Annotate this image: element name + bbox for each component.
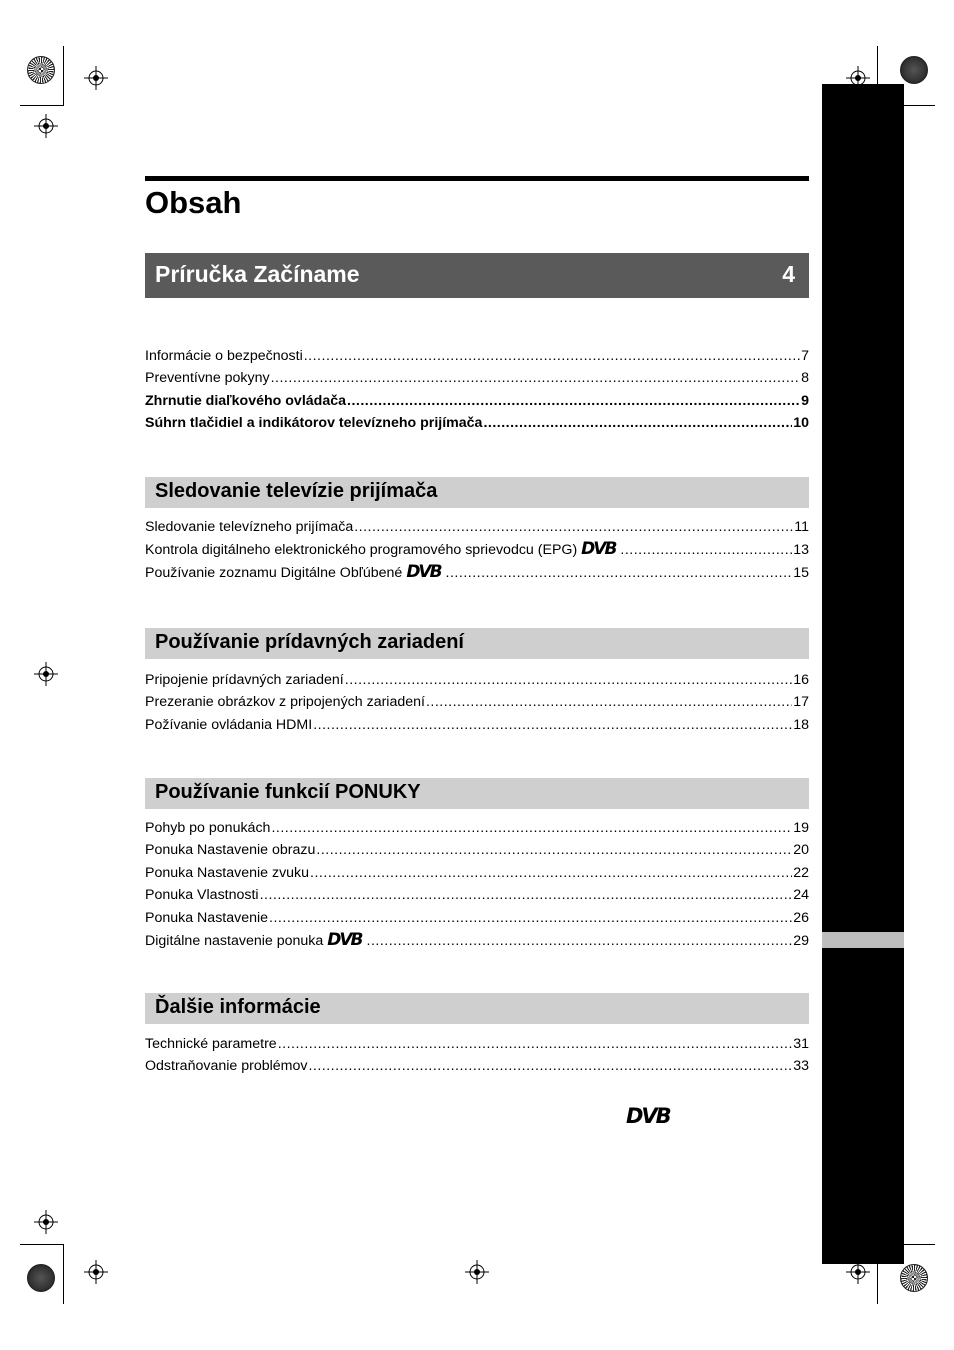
crop-mark bbox=[63, 1244, 64, 1304]
toc-entry[interactable] bbox=[145, 817, 809, 839]
toc-entry-page: 16 bbox=[793, 672, 809, 688]
crosshair-icon bbox=[84, 1260, 108, 1284]
toc-entry-label: Preventívne pokyny bbox=[145, 370, 270, 387]
section-header bbox=[145, 778, 809, 809]
dvb-logo-icon: DVB bbox=[406, 561, 441, 582]
toc-entry[interactable] bbox=[145, 862, 809, 884]
toc-entry-label: Ponuka Nastavenie obrazu bbox=[145, 842, 316, 859]
registration-rosette-icon bbox=[27, 1264, 55, 1292]
toc-entry-label: Ponuka Nastavenie bbox=[145, 909, 269, 926]
toc-entry-label: Sledovanie televízneho prijímača bbox=[145, 519, 354, 535]
toc-entry-label: Zhrnutie diaľkového ovládača bbox=[145, 392, 346, 409]
section-toc-list bbox=[145, 1033, 809, 1078]
toc-entry-label: Prezeranie obrázkov z pripojených zariadení bbox=[145, 694, 425, 711]
toc-entry-page: 31 bbox=[793, 1036, 809, 1052]
toc-dot-leader bbox=[345, 669, 792, 691]
toc-entry-label: Kontrola digitálneho elektronického programového sprievodcu (EPG) bbox=[145, 542, 578, 559]
toc-dot-leader bbox=[278, 1033, 793, 1055]
crosshair-icon bbox=[34, 662, 58, 686]
toc-entry[interactable] bbox=[145, 839, 809, 861]
toc-entry[interactable] bbox=[145, 561, 809, 583]
toc-dot-leader bbox=[347, 390, 800, 412]
guide-header-page: 4 bbox=[782, 261, 795, 287]
toc-entry-page: 17 bbox=[793, 694, 809, 711]
registration-rosette-icon bbox=[27, 56, 55, 84]
toc-entry-label: Súhrn tlačidiel a indikátorov televízneho prijímača bbox=[145, 415, 483, 432]
crop-mark bbox=[63, 46, 64, 106]
toc-entry-label: Digitálne nastavenie ponuka bbox=[145, 932, 324, 949]
toc-dot-leader bbox=[271, 817, 792, 839]
crosshair-icon bbox=[34, 1210, 58, 1234]
dvb-logo-icon: DVB bbox=[581, 539, 616, 560]
toc-entry-page: 18 bbox=[793, 716, 809, 733]
title-rule bbox=[145, 176, 809, 181]
toc-dot-leader bbox=[367, 930, 793, 952]
toc-entry-page: 33 bbox=[793, 1058, 809, 1075]
toc-dot-leader bbox=[310, 862, 792, 884]
toc-entry-page: 8 bbox=[801, 370, 809, 387]
toc-entry[interactable] bbox=[145, 1055, 809, 1077]
section-title: Ďalšie informácie bbox=[155, 996, 321, 1018]
toc-entry-page: 26 bbox=[793, 909, 809, 926]
toc-entry-page: 29 bbox=[793, 932, 809, 949]
guide-header-label: Príručka Začíname bbox=[155, 261, 360, 287]
toc-dot-leader bbox=[483, 412, 792, 434]
page-title: Obsah bbox=[145, 185, 242, 220]
toc-entry[interactable] bbox=[145, 367, 809, 389]
dvb-logo-icon: DVB bbox=[626, 1104, 670, 1128]
side-thumb-tab bbox=[822, 932, 904, 948]
dvb-logo-icon: DVB bbox=[327, 929, 362, 950]
toc-entry-label: Ponuka Nastavenie zvuku bbox=[145, 864, 310, 881]
toc-entry[interactable] bbox=[145, 516, 809, 538]
toc-entry-page: 15 bbox=[793, 564, 809, 581]
toc-entry[interactable] bbox=[145, 390, 809, 412]
toc-dot-leader bbox=[260, 884, 793, 906]
toc-entry[interactable] bbox=[145, 907, 809, 929]
toc-entry[interactable] bbox=[145, 345, 809, 367]
toc-dot-leader bbox=[316, 839, 792, 861]
toc-dot-leader bbox=[354, 516, 793, 538]
toc-dot-leader bbox=[313, 714, 792, 736]
toc-entry[interactable] bbox=[145, 669, 809, 691]
section-toc-list bbox=[145, 516, 809, 583]
toc-entry-page: 7 bbox=[801, 348, 809, 364]
toc-entry-page: 10 bbox=[793, 415, 809, 432]
toc-entry[interactable] bbox=[145, 714, 809, 736]
side-thumb-bar bbox=[822, 84, 904, 1264]
toc-entry-label: Odstraňovanie problémov bbox=[145, 1058, 308, 1075]
toc-entry-page: 9 bbox=[801, 392, 809, 409]
toc-dot-leader bbox=[308, 1055, 792, 1077]
section-header bbox=[145, 477, 809, 508]
crop-mark bbox=[20, 105, 64, 106]
toc-entry[interactable] bbox=[145, 1033, 809, 1055]
registration-rosette-icon bbox=[900, 56, 928, 84]
toc-entry[interactable] bbox=[145, 538, 809, 560]
toc-entry-label: Používanie zoznamu Digitálne Obľúbené bbox=[145, 564, 403, 581]
toc-entry[interactable] bbox=[145, 412, 809, 434]
toc-entry[interactable] bbox=[145, 929, 809, 951]
section-toc-list bbox=[145, 669, 809, 736]
crop-mark bbox=[20, 1244, 64, 1245]
toc-entry-label: Pohyb po ponukách bbox=[145, 820, 271, 836]
section-header bbox=[145, 993, 809, 1024]
toc-entry-label: Technické parametre bbox=[145, 1036, 277, 1052]
toc-entry-page: 13 bbox=[793, 542, 809, 559]
section-title: Sledovanie televízie prijímača bbox=[155, 480, 438, 502]
section-toc-list bbox=[145, 817, 809, 951]
section-title: Používanie funkcií PONUKY bbox=[155, 781, 421, 803]
section-title: Používanie prídavných zariadení bbox=[155, 631, 464, 653]
toc-entry-label: Informácie o bezpečnosti bbox=[145, 348, 303, 364]
toc-dot-leader bbox=[271, 367, 801, 389]
toc-entry[interactable] bbox=[145, 691, 809, 713]
toc-dot-leader bbox=[446, 562, 793, 584]
toc-entry-page: 20 bbox=[793, 842, 809, 859]
toc-dot-leader bbox=[620, 539, 792, 561]
toc-entry-page: 22 bbox=[793, 864, 809, 881]
toc-entry-page: 24 bbox=[793, 887, 809, 904]
registration-rosette-icon bbox=[900, 1264, 928, 1292]
toc-entry-page: 11 bbox=[794, 519, 809, 535]
crosshair-icon bbox=[34, 114, 58, 138]
toc-dot-leader bbox=[426, 691, 792, 713]
toc-dot-leader bbox=[304, 345, 800, 367]
guide-header bbox=[145, 253, 809, 298]
toc-entry-label: Požívanie ovládania HDMI bbox=[145, 716, 313, 733]
toc-dot-leader bbox=[269, 907, 792, 929]
crosshair-icon bbox=[84, 66, 108, 90]
toc-entry-page: 19 bbox=[793, 820, 809, 836]
crosshair-icon bbox=[465, 1260, 489, 1284]
guide-toc-list bbox=[145, 345, 809, 435]
section-header bbox=[145, 628, 809, 659]
toc-entry-label: Ponuka Vlastnosti bbox=[145, 887, 259, 904]
toc-entry-label: Pripojenie prídavných zariadení bbox=[145, 672, 344, 688]
toc-entry[interactable] bbox=[145, 884, 809, 906]
